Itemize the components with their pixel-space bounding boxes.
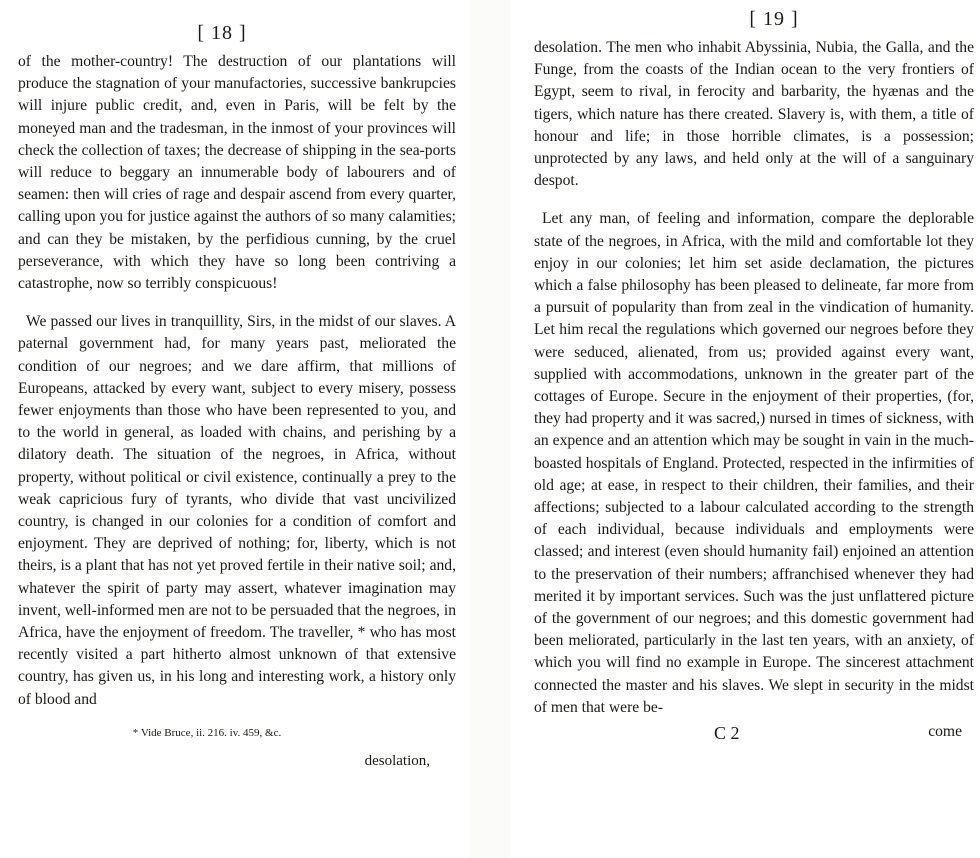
footnote: * Vide Bruce, ii. 216. iv. 459, &c. <box>132 726 282 739</box>
right-page-number: [ 19 ] <box>749 8 799 30</box>
left-paragraph-1: of the mother-country! The destruction of our plantations will produce the stagnation of your manufactories, successive bankrupcies will injure public credit, and, even in Paris, will be felt by the moneyed man and the tradesman, in the inmost of your provinces will check the collection of taxes; the decrease of shipping in the sea-ports will reduce to beggary an innumerable body of labourers and of seamen: then will cries of rage and despair ascend from every quarter, calling upon you for justice against the authors of so many calamities; and can they be mistaken, by the perfidious cunning, by the cruel perseverance, with which they have so long been contriving a catastrophe, now so terribly conspicuous! <box>18 53 456 293</box>
left-page <box>0 0 470 858</box>
right-paragraph-2: Let any man, of feeling and information, compare the deplorable state of the negroes, in Africa, with the mild and comfortable lot they enjoy in our colonies; let him set aside declamation, the pictures which a false philosophy has been pleased to delineate, far more from a pursuit of popularity than from zeal in the vindication of humanity. Let him recal the regulations which governed our negroes before they were seduced, alienated, from us; provided against every want, supplied with accommodations, unknown in the greater part of the cottages of Europe. Secure in the enjoyment of their properties, (for, they had property and it was sacred,) nursed in times of sickness, with an expence and an attention which may be sought in vain in the much-boasted hospitals of England. Protected, respected in the infirmities of old age; at ease, in respect to their children, their families, and their affections; subjected to a labour calculated according to the strength of each individual, because individuals and employments were classed; and interest (even should humanity fail) enjoined an attention to the preservation of their numbers; affranchised whenever they had merited it by important services. Such was the just unflattered picture of the government of our negroes; and this domestic government had been meliorated, particularly in the last ten years, with an anxiety, of which you will find no example in Europe. The sincerest attachment connected the master and his slaves. We slept in security in the midst of men that were be- <box>534 210 974 716</box>
book-gutter <box>470 0 510 858</box>
right-page <box>510 0 980 858</box>
left-page-number: [ 18 ] <box>197 22 247 44</box>
right-catchword: come <box>928 723 962 741</box>
left-paragraph-2: We passed our lives in tranquillity, Sirs, in the midst of our slaves. A paternal government had, for many years past, meliorated the condition of our negroes; and we dare affirm, that millions of Europeans, attacked by every want, subject to every misery, possess fewer enjoyments than those who have been represented to you, and to the world in general, as loaded with chains, and perishing by a dilatory death. The situation of the negroes, in Africa, without property, without political or civil existence, continually a prey to the weak capricious fury of tyrants, who divide that vast uncivilized country, is changed in our colonies for a condition of comfort and enjoyment. They are deprived of nothing; for, liberty, which is not theirs, is a plant that has not yet proved fertile in their native soil; and, whatever the spirit of party may assert, whatever imagination may invent, well-informed men are not to be persuaded that the negroes, in Africa, have the enjoyment of freedom. The traveller, * who has most recently visited a part hitherto almost unknown of that extensive country, has given us, in his long and interesting work, a history only of blood and <box>18 313 456 708</box>
right-paragraph-1: desolation. The men who inhabit Abyssinia, Nubia, the Galla, and the Funge, from the coasts of the Indian ocean to the very frontiers of Egypt, seem to rival, in ferocity and barbarity, the hyænas and the tigers, which nature has there created. Slavery is, with them, a title of honour and life; in those horrible climates, is a possession; unprotected by any laws, and held only at the will of a sanguinary despot. <box>534 39 974 190</box>
signature-mark: C 2 <box>714 723 740 744</box>
signature-line <box>534 723 974 745</box>
left-catchword: desolation, <box>364 752 430 769</box>
